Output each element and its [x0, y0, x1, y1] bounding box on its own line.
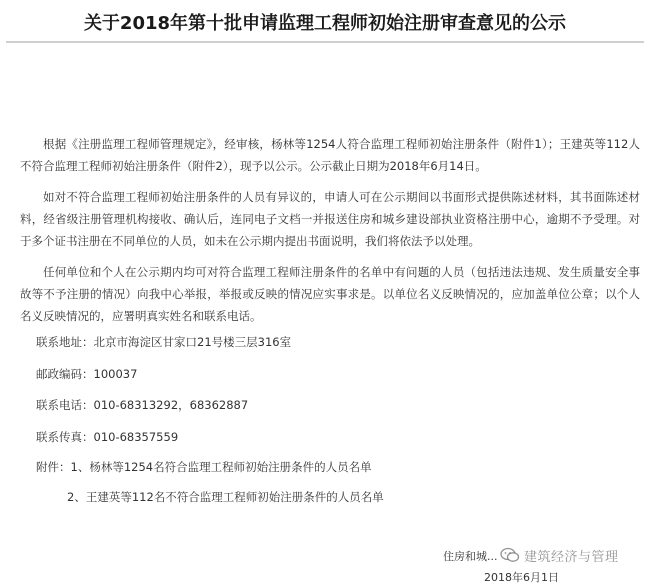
contact-address: 联系地址：北京市海淀区甘家口21号楼三层316室 [36, 335, 292, 349]
contact-phone: 联系电话：010-68313292，68362887 [36, 398, 249, 412]
paragraph-3: 任何单位和个人在公示期内均可对符合监理工程师注册条件的名单中有问题的人员（包括违法违规、发生质量安全事故等不予注册的情况）向我中心举报，举报或反映的情况应实事求是。以单位名义反映情况的，应加盖单位公章；以个人名义反映情况的，应署明真实姓名和联系电话。 [20, 265, 640, 323]
title-divider [6, 41, 644, 43]
watermark-text: 建筑经济与管理 [524, 549, 619, 565]
watermark [500, 544, 619, 566]
attachment-2: 2、王建英等112名不符合监理工程师初始注册条件的人员名单 [67, 490, 384, 504]
contact-postcode: 邮政编码：100037 [36, 367, 138, 381]
footer-date: 2018年6月1日 [484, 571, 559, 584]
paragraph-1: 根据《注册监理工程师管理规定》，经审核，杨林等1254人符合监理工程师初始注册条件（附件1）；王建英等112人不符合监理工程师初始注册条件（附件2），现予以公示。公示截止日期为2018年6月14日。 [20, 137, 640, 173]
attachment-1: 附件：1、杨林等1254名符合监理工程师初始注册条件的人员名单 [36, 460, 372, 474]
paragraph-2: 如对不符合监理工程师初始注册条件的人员有异议的，申请人可在公示期间以书面形式提供陈述材料，其书面陈述材料，经省级注册管理机构接收、确认后，连同电子文档一并报送住房和城乡建设部执业资格注册中心，逾期不予受理。对于多个证书注册在不同单位的人员，如未在公示期内提出书面说明，我们将依法予以处理。 [20, 190, 640, 248]
footer-organization: 住房和城... [443, 550, 498, 563]
wechat-icon [500, 547, 520, 563]
page-title: 关于2018年第十批申请监理工程师初始注册审查意见的公示 [83, 13, 567, 34]
contact-fax: 联系传真：010-68357559 [36, 430, 179, 444]
